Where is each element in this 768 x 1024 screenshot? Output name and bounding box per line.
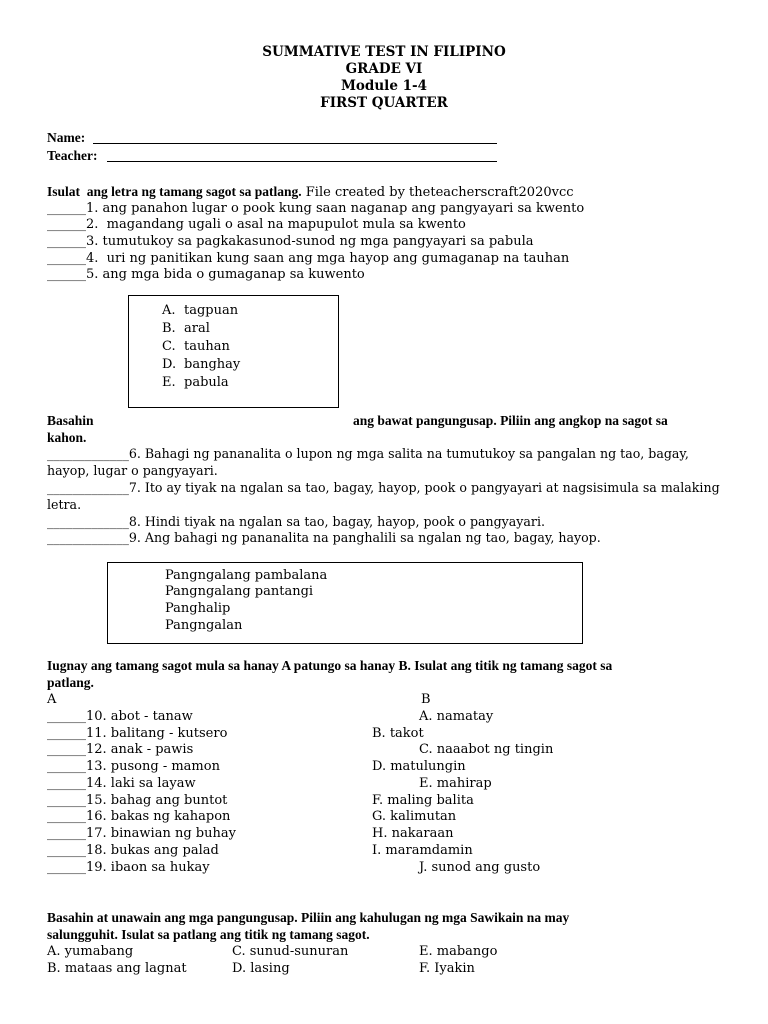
part4-choice-f: F. Iyakin <box>419 961 475 976</box>
part2-item-9: _____________9. Ang bahagi ng pananalita na panghalili sa ngalan ng tao, bagay, hayop. <box>47 530 601 545</box>
part1-item-4: ______4. uri ng panitikan kung saan ang mga hayop ang gumaganap na tauhan <box>47 251 570 266</box>
match-item-14: ______14. laki sa layaw <box>47 776 196 791</box>
teacher-label: Teacher: <box>47 148 98 163</box>
name-field[interactable] <box>93 143 497 144</box>
part2-choice-1: Pangngalang pambalana <box>165 568 328 583</box>
match-item-18: ______18. bukas ang palad <box>47 843 219 858</box>
choice-letter: E. <box>162 375 176 390</box>
match-answer-d: D. matulungin <box>372 759 466 774</box>
grade-label: GRADE VI <box>345 61 423 77</box>
match-item-19: ______19. ibaon sa hukay <box>47 860 210 875</box>
match-answer-e: E. mahirap <box>419 776 492 791</box>
match-answer-i: I. maramdamin <box>372 843 473 858</box>
teacher-field[interactable] <box>107 161 497 162</box>
match-answer-g: G. kalimutan <box>372 809 457 824</box>
part4-choice-c: C. sunud-sunuran <box>232 944 349 959</box>
part1-instruction <box>47 184 574 201</box>
match-item-17: ______17. binawian ng buhay <box>47 826 236 841</box>
part2-choice-4: Pangngalan <box>165 618 243 633</box>
part2-item-6: _____________6. Bahagi ng pananalita o lupon ng mga salita na tumutukoy sa pangalan ng tao, bagay, <box>47 446 689 461</box>
choice-letter: D. <box>162 357 177 372</box>
part2-item-7: _____________7. Ito ay tiyak na ngalan sa tao, bagay, hayop, pook o pangyayari at nagsisimula sa malaking <box>47 480 720 495</box>
part4-choice-b: B. mataas ang lagnat <box>47 961 187 976</box>
part1-choice-c <box>162 339 230 355</box>
part2-choice-3: Panghalip <box>165 601 231 616</box>
part4-choice-d: D. lasing <box>232 961 290 976</box>
part3-instruction-cont: patlang. <box>47 675 94 690</box>
match-item-15: ______15. bahag ang buntot <box>47 793 228 808</box>
choice-text: pabula <box>184 375 229 390</box>
choice-text: tagpuan <box>184 303 239 318</box>
part1-item-5: ______5. ang mga bida o gumaganap sa kuwento <box>47 267 365 282</box>
match-item-11: ______11. balitang - kutsero <box>47 726 228 741</box>
part3-instruction: Iugnay ang tamang sagot mula sa hanay A patungo sa hanay B. Isulat ang titik ng tamang sagot sa <box>47 658 613 673</box>
name-label: Name: <box>47 130 86 145</box>
part2-instruction-cont: kahon. <box>47 430 87 445</box>
part4-instruction: Basahin at unawain ang mga pangungusap. Piliin ang kahulugan ng mga Sawikain na may <box>47 910 570 925</box>
match-answer-j: J. sunod ang gusto <box>419 860 541 875</box>
part1-choice-d <box>162 357 241 373</box>
module-label: Module 1-4 <box>340 78 427 94</box>
part1-choice-a <box>162 303 239 319</box>
choice-text: aral <box>184 321 210 336</box>
choice-text: tauhan <box>184 339 230 354</box>
part1-choice-e <box>162 375 229 391</box>
part1-item-2: ______2. magandang ugali o asal na mapupulot mula sa kwento <box>47 217 466 232</box>
choice-letter: B. <box>162 321 176 336</box>
choice-letter: A. <box>162 303 176 318</box>
part4-instruction-cont: salungguhit. Isulat sa patlang ang titik ng tamang sagot. <box>47 927 370 942</box>
part1-instruction-bold: Isulat ang letra ng tamang sagot sa patlang. <box>47 184 302 199</box>
part2-choice-2: Pangngalang pantangi <box>165 584 314 599</box>
part2-item-8: _____________8. Hindi tiyak na ngalan sa tao, bagay, hayop, pook o pangyayari. <box>47 514 545 529</box>
match-answer-h: H. nakaraan <box>372 826 454 841</box>
part4-choice-a: A. yumabang <box>47 944 134 959</box>
match-item-12: ______12. anak - pawis <box>47 742 194 757</box>
match-answer-f: F. maling balita <box>372 793 474 808</box>
match-answer-c: C. naaabot ng tingin <box>419 742 554 757</box>
column-b-header: B <box>421 692 431 707</box>
part1-choice-b <box>162 321 210 337</box>
choice-letter: C. <box>162 339 176 354</box>
match-item-10: ______10. abot - tanaw <box>47 709 193 724</box>
part1-item-3: ______3. tumutukoy sa pagkakasunod-sunod ng mga pangyayari sa pabula <box>47 234 534 249</box>
part2-item-6-cont: hayop, lugar o pangyayari. <box>47 463 218 478</box>
part2-instruction-end: ang bawat pangungusap. Piliin ang angkop na sagot sa <box>353 413 668 428</box>
quarter-label: FIRST QUARTER <box>320 95 448 111</box>
match-item-13: ______13. pusong - mamon <box>47 759 220 774</box>
file-credit: File created by theteacherscraft2020vcc <box>301 185 574 200</box>
part4-choice-e: E. mabango <box>419 944 498 959</box>
column-a-header: A <box>47 692 57 707</box>
part2-item-7-cont: letra. <box>47 497 82 512</box>
match-answer-b: B. takot <box>372 726 424 741</box>
choice-text: banghay <box>184 357 241 372</box>
test-title: SUMMATIVE TEST IN FILIPINO <box>262 44 506 60</box>
match-item-16: ______16. bakas ng kahapon <box>47 809 231 824</box>
part2-instruction-start: Basahin <box>47 413 94 428</box>
part1-item-1: ______1. ang panahon lugar o pook kung saan naganap ang pangyayari sa kwento <box>47 201 585 216</box>
match-answer-a: A. namatay <box>419 709 494 724</box>
